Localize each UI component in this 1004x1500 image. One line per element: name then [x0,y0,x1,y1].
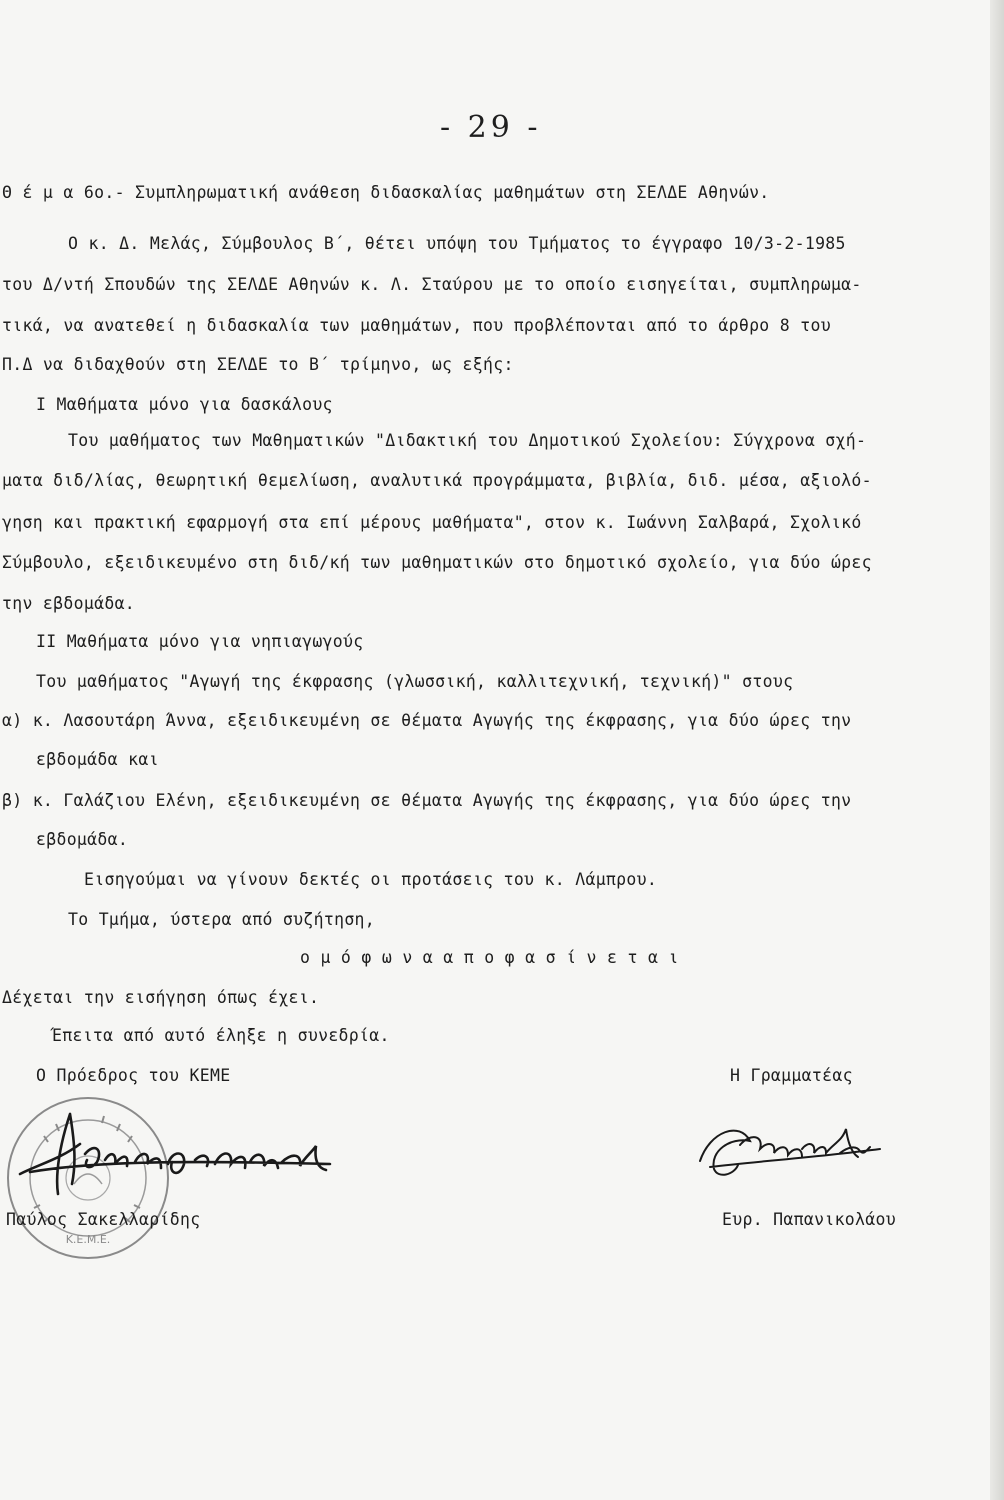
paragraph1-line-1: Ο κ. Δ. Μελάς, Σύμβουλος Β΄, θέτει υπόψη του Τμήματος το έγγραφο 10/3-2-1985 [68,234,846,253]
decision-line: Δέχεται την εισήγηση όπως έχει. [2,988,320,1007]
section2-intro: Του μαθήματος "Αγωγή της έκφρασης (γλωσσική, καλλιτεχνική, τεχνική)" στους [36,672,794,691]
section1-line-5: την εβδομάδα. [2,594,136,613]
secretary-name: Ευρ. Παπανικολάου [722,1210,896,1229]
page-edge [990,0,1004,1500]
secretary-signature [690,1115,890,1185]
item-b-line-2: εβδομάδα. [36,830,129,849]
president-name: Παύλος Σακελλαρίδης [6,1210,201,1229]
paragraph1-line-4: Π.Δ να διδαχθούν στη ΣΕΛΔΕ το Β΄ τρίμηνο, ως εξής: [2,355,514,374]
section1-line-3: γηση και πρακτική εφαρμογή στα επί μέρους μαθήματα", στον κ. Ιωάννη Σαλβαρά, Σχολικό [2,513,862,532]
section1-line-2: ματα διδ/λίας, θεωρητική θεμελίωση, αναλυτικά προγράμματα, βιβλία, διδ. μέσα, αξιολό- [2,471,872,490]
item-b-line-1: β) κ. Γαλάζιου Ελένη, εξειδικευμένη σε θέματα Αγωγής της έκφρασης, για δύο ώρες την [2,791,852,810]
decision-heading: ο μ ό φ ω ν α α π ο φ α σ ί ν ε τ α ι [300,948,679,967]
president-signature [10,1104,350,1204]
page-number: - 29 - [440,110,542,145]
stamp-text: Κ.Ε.Μ.Ε. [65,1233,111,1246]
section1-line-1: Του μαθήματος των Μαθηματικών "Διδακτική του Δημοτικού Σχολείου: Σύγχρονα σχή- [68,431,867,450]
subject-line: Θ έ μ α 6ο.- Συμπληρωματική ανάθεση διδασκαλίας μαθημάτων στη ΣΕΛΔΕ Αθηνών. [2,183,770,202]
section1-heading: Ι Μαθήματα μόνο για δασκάλους [36,395,333,414]
closing-line: Έπειτα από αυτό έληξε η συνεδρία. [52,1026,390,1045]
item-a-line-2: εβδομάδα και [36,750,159,769]
paragraph1-line-2: του Δ/ντή Σπουδών της ΣΕΛΔΕ Αθηνών κ. Λ. Σταύρου με το οποίο εισηγείται, συμπληρωμα- [2,275,862,294]
recommendation-line: Εισηγούμαι να γίνουν δεκτές οι προτάσεις του κ. Λάμπρου. [84,870,658,889]
paragraph1-line-3: τικά, να ανατεθεί η διδασκαλία των μαθημάτων, που προβλέπονται από το άρθρο 8 του [2,316,831,335]
section2-heading: ΙΙ Μαθήματα μόνο για νηπιαγωγούς [36,632,364,651]
president-title: Ο Πρόεδρος του ΚΕΜΕ [36,1066,231,1085]
secretary-title: Η Γραμματέας [730,1066,853,1085]
item-a-line-1: α) κ. Λασουτάρη Άννα, εξειδικευμένη σε θέματα Αγωγής της έκφρασης, για δύο ώρες την [2,711,852,730]
discussion-line: Το Τμήμα, ύστερα από συζήτηση, [68,910,376,929]
section1-line-4: Σύμβουλο, εξειδικευμένο στη διδ/κή των μαθηματικών στο δημοτικό σχολείο, για δύο ώρες [2,553,872,572]
